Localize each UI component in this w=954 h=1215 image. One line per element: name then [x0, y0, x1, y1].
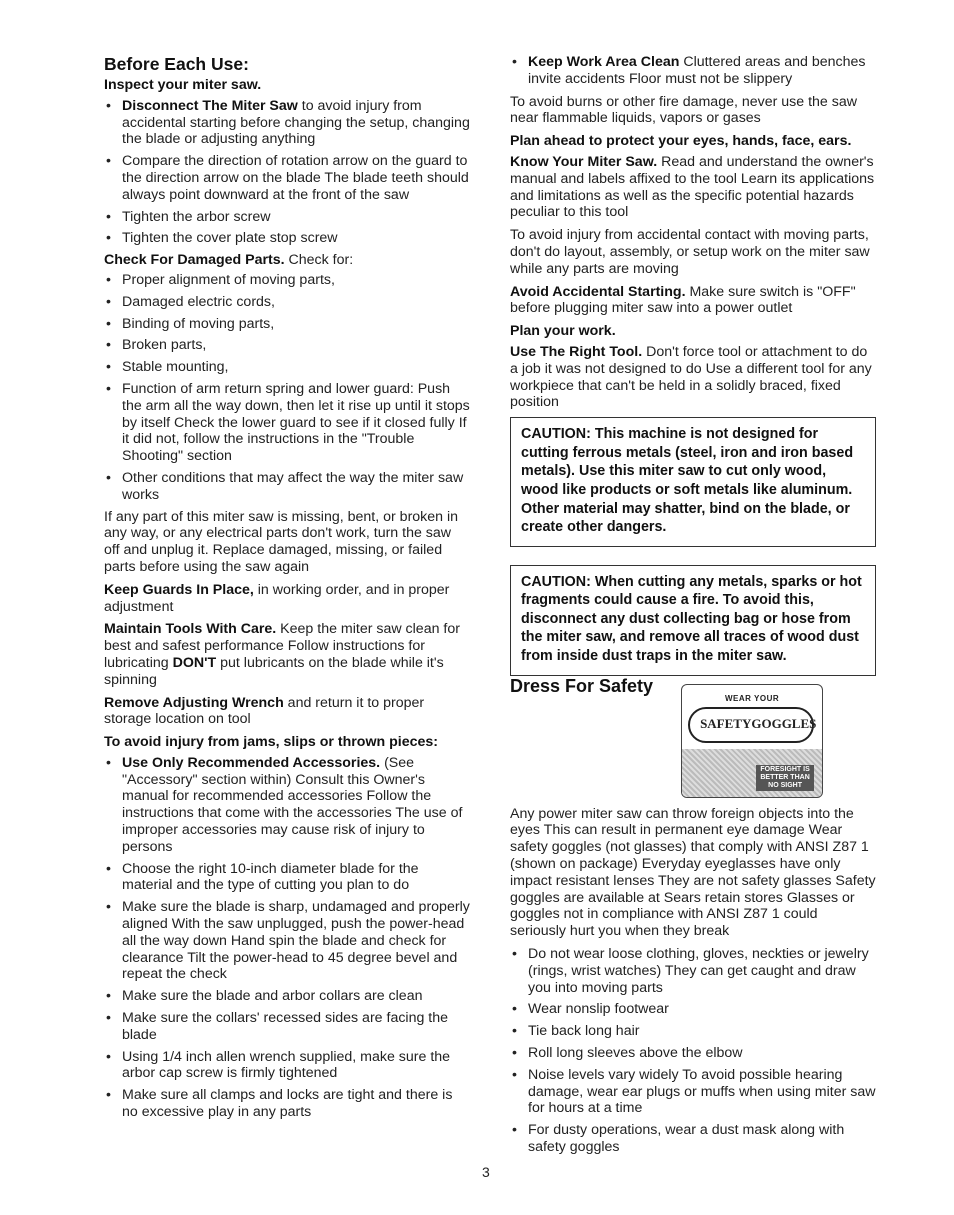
list-item: • Disconnect The Miter Saw to avoid injury from accidental starting before changing the setup, changing the blade or adjusting anything — [104, 98, 470, 148]
list-item: • Other conditions that may affect the way the miter saw works — [104, 470, 470, 504]
badge-right-text: GOGGLES — [751, 716, 817, 732]
clean-list — [510, 54, 876, 88]
jams-subheading: To avoid injury from jams, slips or thrown pieces: — [104, 734, 438, 751]
left-column — [104, 54, 470, 1126]
inspect-subheading: Inspect your miter saw. — [104, 77, 262, 93]
badge-left-text: SAFETY — [700, 716, 752, 732]
list-item: • Choose the right 10-inch diameter blade for the material and the type of cutting you plan to do — [104, 861, 470, 895]
list-item: • For dusty operations, wear a dust mask along with safety goggles — [510, 1122, 876, 1156]
inspect-list — [104, 98, 470, 247]
plan-protect-subheading: Plan ahead to protect your eyes, hands, face, ears. — [510, 133, 852, 150]
list-item: • Damaged electric cords, — [104, 294, 470, 311]
list-item: • Make sure all clamps and locks are tight and there is no excessive play in any parts — [104, 1087, 470, 1121]
damaged-parts-paragraph: Check For Damaged Parts. Check for: — [104, 252, 354, 269]
before-each-use-heading: Before Each Use: — [104, 54, 249, 74]
list-item: • Using 1/4 inch allen wrench supplied, make sure the arbor cap screw is firmly tightened — [104, 1049, 470, 1083]
list-item: • Keep Work Area Clean Cluttered areas and benches invite accidents Floor must not be slippery — [510, 54, 876, 88]
list-item: • Use Only Recommended Accessories. (See "Accessory" section within) Consult this Owner's manual for recommended accessories Follow the instructions that come with the accessories The use of improper accessories may cause risk of injury to persons — [104, 755, 470, 856]
know-paragraph: Know Your Miter Saw. Read and understand the owner's manual and labels affixed to the tool Learn its applications and limitations as well as the specific potential hazards peculiar to this tool — [510, 153, 875, 221]
page-number: 3 — [482, 1164, 490, 1180]
list-item: • Compare the direction of rotation arrow on the guard to the direction arrow on the blade The blade teeth should always point downward at the front of the saw — [104, 153, 470, 203]
list-item: • Tighten the cover plate stop screw — [104, 230, 470, 247]
avoid-starting-paragraph: Avoid Accidental Starting. Make sure switch is "OFF" before plugging miter saw into a power outlet — [510, 283, 856, 317]
maintain-paragraph: Maintain Tools With Care. Keep the miter saw clean for best and safest performance Follow instructions for lubricating DON'T put lubricants on the blade while it's spinning — [104, 621, 460, 688]
list-item: • Make sure the collars' recessed sides are facing the blade — [104, 1010, 470, 1044]
badge-top-text: WEAR YOUR — [724, 693, 780, 703]
list-item: • Proper alignment of moving parts, — [104, 272, 470, 289]
list-item: • Tie back long hair — [510, 1023, 876, 1040]
badge-fine-text: FORESIGHT IS BETTER THAN NO SIGHT — [756, 765, 814, 791]
guards-paragraph: Keep Guards In Place, in working order, and in proper adjustment — [104, 581, 450, 615]
missing-parts-paragraph: If any part of this miter saw is missing, bent, or broken in any way, or any electrical parts don't work, turn the saw off and unplug it. Replace damaged, missing, or failed parts before using the saw again — [104, 508, 459, 575]
list-item: • Tighten the arbor screw — [104, 209, 470, 226]
safety-goggles-badge — [681, 684, 823, 798]
list-item: • Broken parts, — [104, 337, 470, 354]
goggles-icon — [688, 707, 817, 743]
list-item: • Make sure the blade and arbor collars are clean — [104, 988, 470, 1005]
contact-paragraph: To avoid injury from accidental contact with moving parts, don't do layout, assembly, or setup work on the miter saw while any parts are moving — [510, 227, 870, 277]
list-item: • Wear nonslip footwear — [510, 1001, 876, 1018]
jams-list — [104, 755, 470, 1121]
wrench-paragraph: Remove Adjusting Wrench and return it to proper storage location on tool — [104, 694, 425, 728]
right-tool-paragraph: Use The Right Tool. Don't force tool or attachment to do a job it was not designed to do Use a different tool for any workpiece that can't be held in a solidly braced, fixed position — [510, 343, 872, 411]
damaged-parts-list — [104, 272, 470, 504]
burns-paragraph: To avoid burns or other fire damage, never use the saw near flammable liquids, vapors or gases — [510, 93, 857, 127]
list-item: • Do not wear loose clothing, gloves, neckties or jewelry (rings, wrist watches) They can get caught and draw you into moving parts — [510, 946, 876, 996]
list-item: • Function of arm return spring and lower guard: Push the arm all the way down, then let it rise up until it stops by itself Check the lower guard to see if it closed fully If it did not, follow the instructions in the "Trouble Shooting" section — [104, 381, 470, 465]
list-item: • Roll long sleeves above the elbow — [510, 1045, 876, 1062]
dress-for-safety-heading: Dress For Safety — [510, 675, 654, 696]
list-item: • Noise levels vary widely To avoid possible hearing damage, wear ear plugs or muffs when using miter saw for hours at a time — [510, 1067, 876, 1117]
plan-work-subheading: Plan your work. — [510, 323, 616, 340]
list-item: • Binding of moving parts, — [104, 316, 470, 333]
list-item: • Stable mounting, — [104, 359, 470, 376]
goggles-paragraph: Any power miter saw can throw foreign objects into the eyes This can result in permanent eye damage Wear safety goggles (not glasses) that comply with ANSI Z87 1 (shown on package) Everyday eyeglasses have only impact resistant lenses They are not safety glasses Safety goggles are available at Sears retain stores Glasses or goggles not in compliance with ANSI Z87 1 could seriously hurt you when they break — [510, 805, 876, 940]
caution-box-sparks: CAUTION: When cutting any metals, sparks or hot fragments could cause a fire. To avoid this, disconnect any dust collecting bag or hose from the miter saw, and remove all traces of wood dust from inside dust traps in the miter saw. — [510, 565, 876, 676]
caution-box-ferrous: CAUTION: This machine is not designed for cutting ferrous metals (steel, iron and iron based metals). Use this miter saw to cut only wood, wood like products or soft metals like aluminum. Other material may shatter, bind on the blade, or create other dangers. — [510, 417, 876, 547]
dress-header-row — [510, 676, 876, 798]
right-column — [510, 54, 876, 1161]
list-item: • Make sure the blade is sharp, undamaged and properly aligned With the saw unplugged, push the power-head all the way down Hand spin the blade and check for clearance Tilt the power-head to 45 degree bevel and repeat the check — [104, 899, 470, 983]
dress-list — [510, 946, 876, 1156]
